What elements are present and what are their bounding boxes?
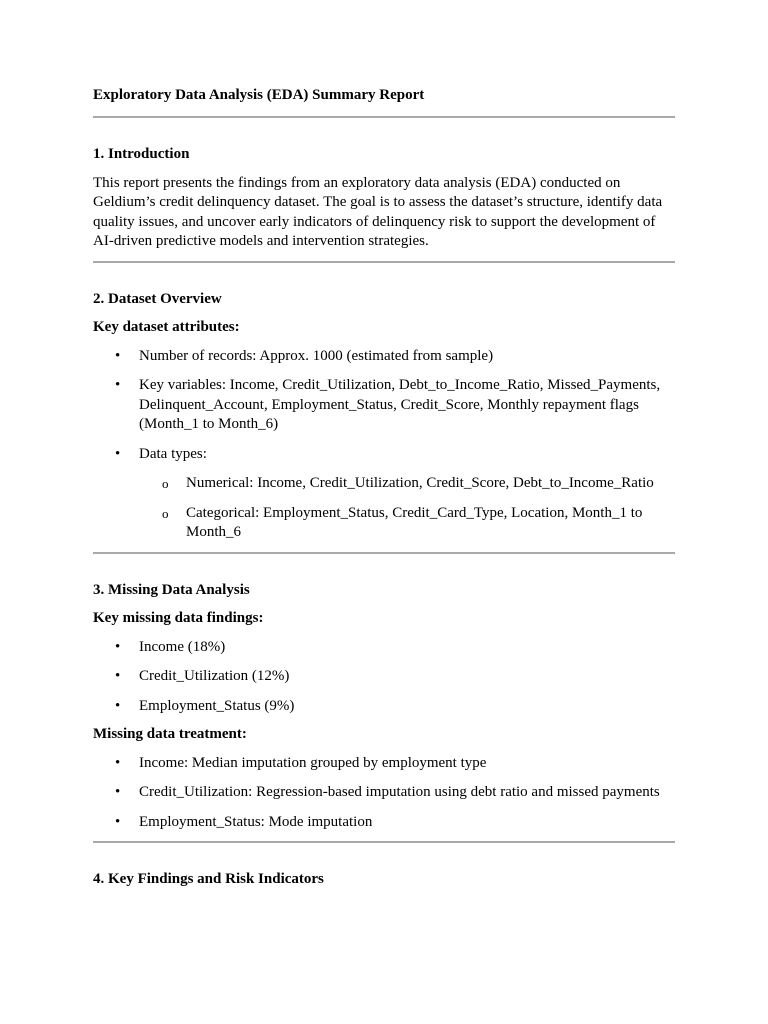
circle-bullet-icon: o (162, 505, 169, 521)
list-item-text: Data types: (139, 445, 207, 462)
intro-paragraph: This report presents the findings from an exploratory data analysis (EDA) conducted on Geldium’s credit delinquency dataset. The goal is to assess the dataset’s structure, identify data quality issues, and uncover early indicators of delinquency risk to support the development of AI-driven predictive models and intervention strategies. (93, 174, 663, 249)
report-title: Exploratory Data Analysis (EDA) Summary Report (93, 87, 425, 103)
section-divider (93, 116, 675, 118)
findings-heading: 4. Key Findings and Risk Indicators (93, 871, 324, 887)
list-item (93, 813, 675, 833)
list-item-text: Credit_Utilization: Regression-based imputation using debt ratio and missed payments (139, 784, 660, 800)
sub-list-item (93, 504, 675, 543)
list-item (93, 783, 675, 803)
bullet-icon: • (115, 697, 121, 714)
bullet-icon: • (115, 784, 121, 800)
sub-list-item (93, 474, 675, 494)
list-item-text: Number of records: Approx. 1000 (estimated from sample) (139, 347, 494, 364)
bullet-icon: • (115, 754, 121, 771)
bullet-icon: • (115, 445, 121, 462)
missing-treatment-subheading: Missing data treatment: (93, 726, 247, 742)
missing-findings-subheading: Key missing data findings: (93, 610, 264, 626)
list-item (93, 347, 675, 367)
list-item-text: Key variables: Income, Credit_Utilization, Debt_to_Income_Ratio, Missed_Payments, Delinquent_Account, Employment_Status, Credit_Score, Monthly repayment flags (Month_1 to Month_6) (139, 377, 661, 432)
missing-findings-list (93, 638, 675, 717)
list-item-text: Credit_Utilization (12%) (139, 668, 290, 684)
bullet-icon: • (115, 813, 121, 830)
list-item-text: Employment_Status (9%) (139, 697, 295, 714)
list-item-text: Income: Median imputation grouped by employment type (139, 754, 487, 771)
sub-list-item-text: Categorical: Employment_Status, Credit_Card_Type, Location, Month_1 to Month_6 (186, 504, 643, 540)
data-types-list (139, 474, 675, 543)
list-item (93, 697, 675, 717)
list-item-text: Income (18%) (139, 638, 226, 655)
sub-list-item-text: Numerical: Income, Credit_Utilization, Credit_Score, Debt_to_Income_Ratio (186, 475, 654, 491)
section-divider (93, 261, 675, 263)
report-page (93, 86, 675, 890)
section-divider (93, 552, 675, 554)
list-item (93, 667, 675, 687)
overview-subheading: Key dataset attributes: (93, 319, 240, 335)
circle-bullet-icon: o (162, 476, 169, 491)
list-item (93, 376, 675, 435)
overview-heading: 2. Dataset Overview (93, 290, 222, 307)
missing-heading: 3. Missing Data Analysis (93, 581, 250, 598)
overview-list (93, 347, 675, 543)
section-divider (93, 841, 675, 843)
bullet-icon: • (115, 347, 121, 364)
bullet-icon: • (115, 668, 121, 684)
list-item-text: Employment_Status: Mode imputation (139, 813, 373, 830)
bullet-icon: • (115, 638, 121, 655)
bullet-icon: • (115, 377, 121, 393)
intro-heading: 1. Introduction (93, 146, 190, 162)
missing-treatment-list (93, 754, 675, 833)
list-item (93, 638, 675, 658)
list-item (93, 445, 675, 543)
list-item (93, 754, 675, 774)
